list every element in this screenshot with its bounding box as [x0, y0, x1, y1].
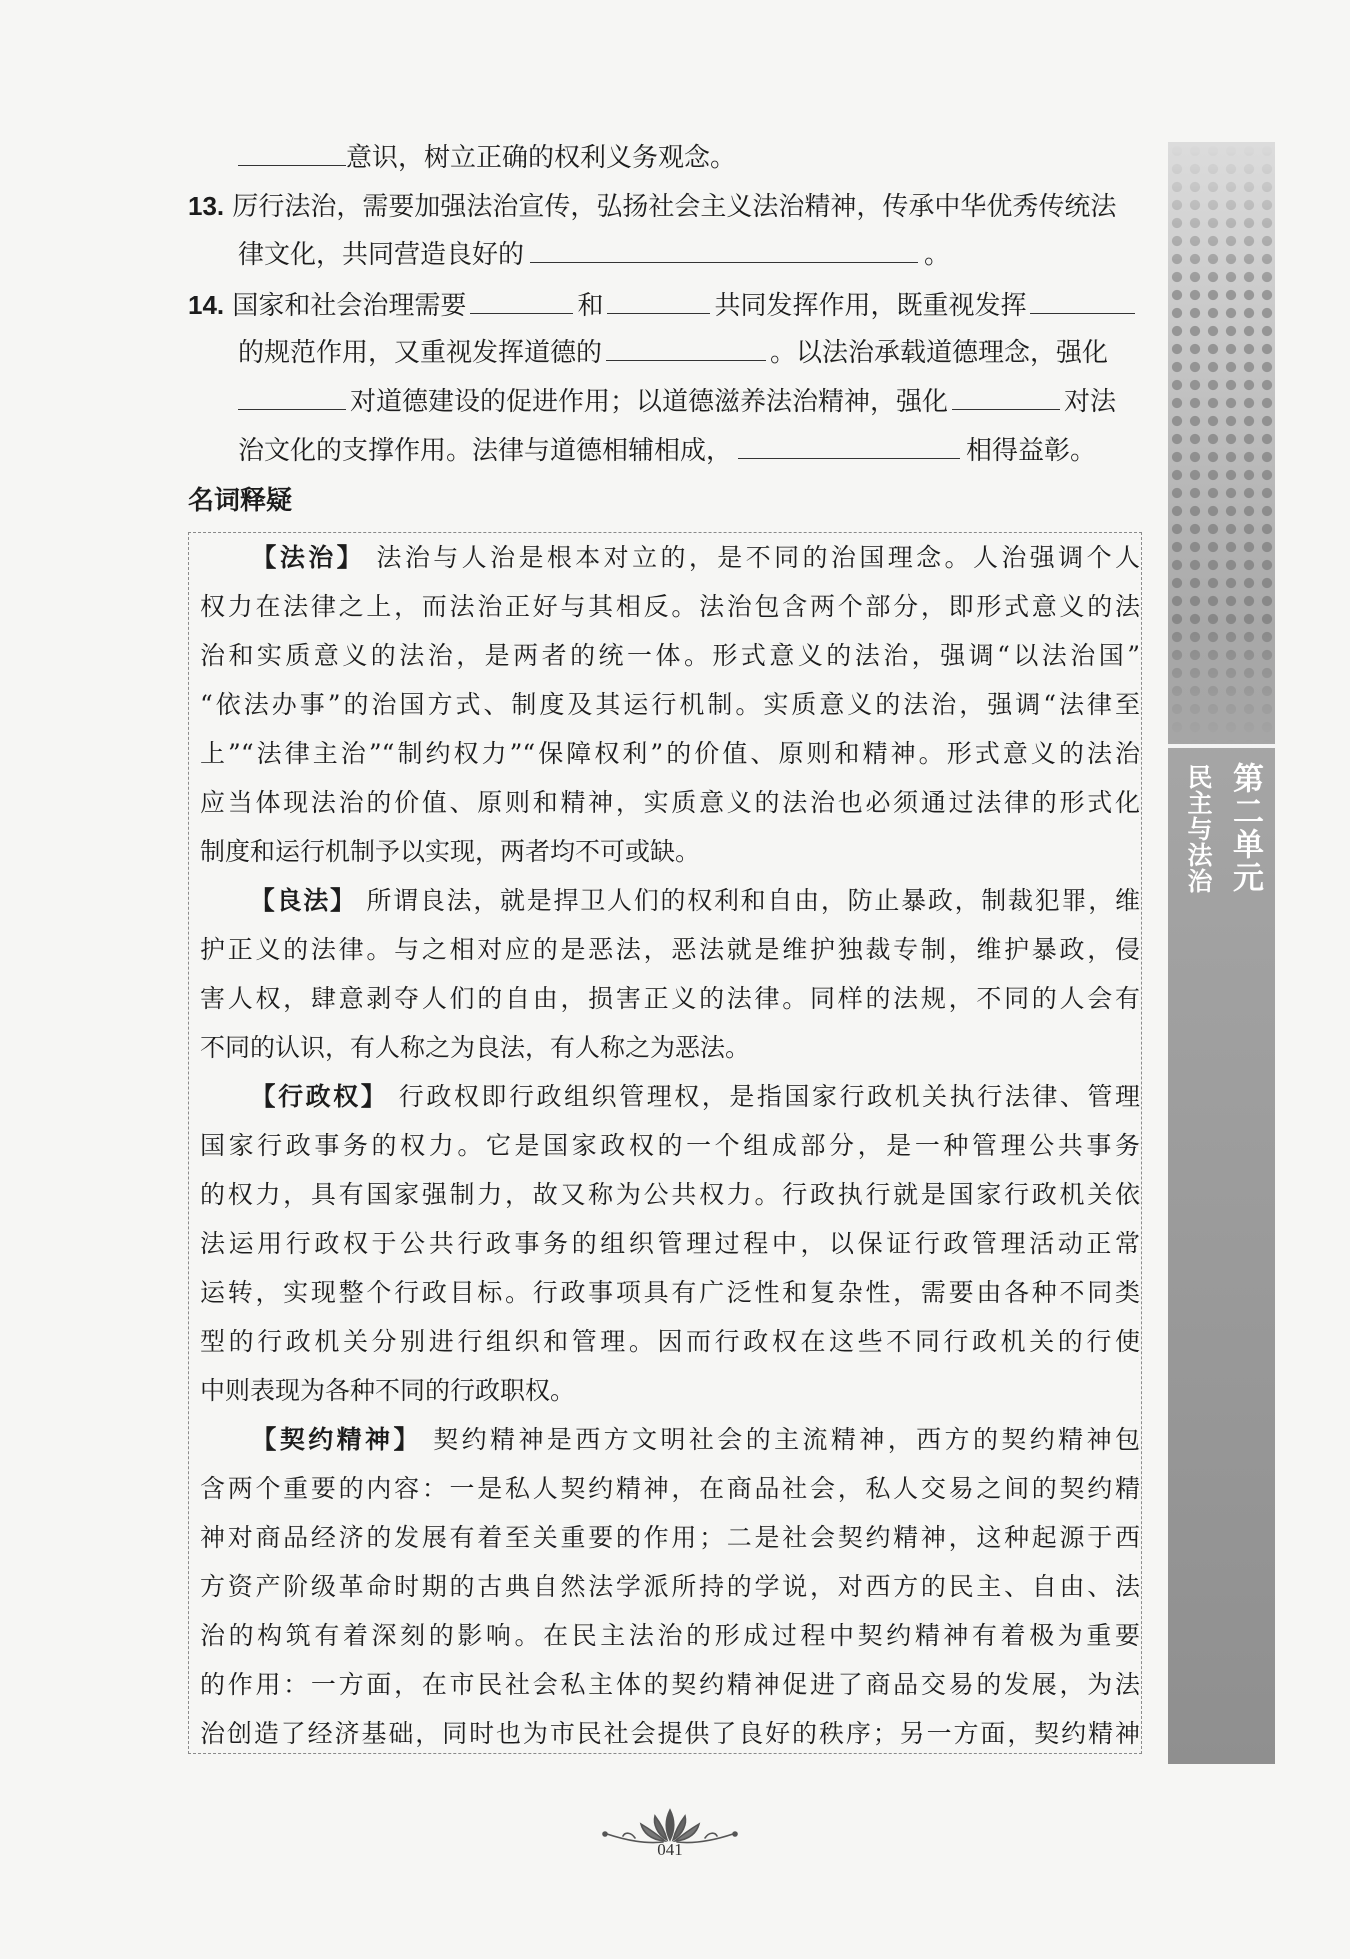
glossary-entry-qiyuejingshen	[200, 1423, 1140, 1457]
question-text: 共同发挥作用，既重视发挥	[714, 291, 1027, 321]
question-text: 相得益彰。	[966, 436, 1097, 466]
glossary-text: 权力在法律之上，而法治正好与其相反。法治包含两个部分，即形式意义的法	[200, 592, 1140, 621]
glossary-text: 制度和运行机制予以实现，两者均不可或缺。	[200, 837, 701, 866]
section-title: 名词释疑	[188, 486, 293, 516]
glossary-text: 所谓良法，就是捍卫人们的权利和自由，防止暴政，制裁犯罪，维	[366, 886, 1140, 915]
question-text: 国家和社会治理需要	[232, 291, 467, 321]
glossary-entry-fazhi	[200, 541, 1140, 575]
answer-blank	[606, 338, 766, 361]
glossary-term: 【行政权】	[248, 1082, 389, 1111]
question-text: 对法	[1064, 387, 1117, 417]
answer-blank	[1030, 291, 1135, 314]
glossary-entry-xingzhengquan	[200, 1080, 1140, 1114]
page-number: 041	[657, 1840, 683, 1859]
side-tab-divider	[1168, 744, 1275, 748]
glossary-text: 方资产阶级革命时期的古典自然法学派所持的学说，对西方的民主、自由、法	[200, 1572, 1140, 1601]
glossary-text: 运转，实现整个行政目标。行政事项具有广泛性和复杂性，需要由各种不同类	[200, 1278, 1140, 1307]
glossary-text: 上”“法律主治”“制约权力”“保障权利”的价值、原则和精神。形式意义的法治	[200, 739, 1140, 768]
glossary-text: 契约精神是西方文明社会的主流精神，西方的契约精神包	[433, 1425, 1140, 1454]
question-text: 意识，树立正确的权利义务观念。	[346, 143, 737, 173]
question-14-line-3	[238, 385, 1116, 419]
question-14-line-2	[238, 336, 1108, 370]
glossary-text: 神对商品经济的发展有着至关重要的作用；二是社会契约精神，这种起源于西	[200, 1523, 1140, 1552]
glossary-text: “依法办事”的治国方式、制度及其运行机制。实质意义的法治，强调“法律至	[200, 690, 1140, 719]
glossary-text: 型的行政机关分别进行组织和管理。因而行政权在这些不同行政机关的行使	[200, 1327, 1140, 1356]
question-text: 厉行法治，需要加强法治宣传，弘扬社会主义法治精神，传承中华优秀传统法	[232, 192, 1117, 222]
glossary-text: 治创造了经济基础，同时也为市民社会提供了良好的秩序；另一方面，契约精神	[200, 1719, 1140, 1748]
question-text: 治文化的支撑作用。法律与道德相辅相成，	[238, 436, 733, 466]
glossary-text: 的作用：一方面，在市民社会私主体的契约精神促进了商品交易的发展，为法	[200, 1670, 1140, 1699]
glossary-term: 【契约精神】	[248, 1425, 422, 1454]
glossary-text: 法治与人治是根本对立的，是不同的治国理念。人治强调个人	[376, 543, 1140, 572]
question-text: 和	[577, 291, 604, 321]
question-12-tail	[238, 141, 736, 175]
glossary-term: 【法治】	[248, 543, 366, 572]
question-13-line-1	[188, 189, 1116, 224]
question-number: 13.	[188, 191, 225, 221]
question-14-line-4	[238, 434, 1096, 468]
glossary-text: 应当体现法治的价值、原则和精神，实质意义的法治也必须通过法律的形式化	[200, 788, 1140, 817]
answer-blank	[530, 240, 918, 263]
dot-pattern-decoration	[1168, 142, 1275, 742]
glossary-text: 含两个重要的内容：一是私人契约精神，在商品社会，私人交易之间的契约精	[200, 1474, 1140, 1503]
glossary-text: 国家行政事务的权力。它是国家政权的一个组成部分，是一种管理公共事务	[200, 1131, 1140, 1160]
question-text: 。以法治承载道德理念，强化	[770, 338, 1109, 368]
question-text: 。	[924, 240, 951, 270]
question-text: 对道德建设的促进作用；以道德滋养法治精神，强化	[350, 387, 949, 417]
unit-side-tab	[1168, 142, 1275, 1764]
glossary-text: 害人权，肆意剥夺人们的自由，损害正义的法律。同样的法规，不同的人会有	[200, 984, 1140, 1013]
question-14-line-1	[188, 288, 1135, 323]
glossary-entry-liangfa	[200, 884, 1140, 918]
unit-label: 第二单元	[1227, 762, 1263, 894]
question-text: 的规范作用，又重视发挥道德的	[238, 338, 603, 368]
question-13-line-2	[238, 238, 950, 272]
answer-blank	[738, 436, 960, 459]
glossary-text: 治的构筑有着深刻的影响。在民主法治的形成过程中契约精神有着极为重要	[200, 1621, 1140, 1650]
question-text: 律文化，共同营造良好的	[238, 240, 525, 270]
answer-blank	[607, 291, 710, 314]
answer-blank	[470, 291, 573, 314]
glossary-text: 的权力，具有国家强制力，故又称为公共权力。行政执行就是国家行政机关依	[200, 1180, 1140, 1209]
glossary-text: 行政权即行政组织管理权，是指国家行政机关执行法律、管理	[398, 1082, 1140, 1111]
unit-title: 民主与法治	[1184, 764, 1213, 894]
glossary-text: 治和实质意义的法治，是两者的统一体。形式意义的法治，强调“以法治国”	[200, 641, 1140, 670]
glossary-text: 中则表现为各种不同的行政职权。	[200, 1376, 576, 1405]
answer-blank	[238, 387, 346, 410]
answer-blank	[238, 143, 346, 166]
question-number: 14.	[188, 290, 225, 320]
answer-blank	[952, 387, 1060, 410]
glossary-text: 护正义的法律。与之相对应的是恶法，恶法就是维护独裁专制，维护暴政，侵	[200, 935, 1140, 964]
glossary-term: 【良法】	[248, 886, 357, 915]
glossary-text: 法运用行政权于公共行政事务的组织管理过程中，以保证行政管理活动正常	[200, 1229, 1140, 1258]
glossary-text: 不同的认识，有人称之为良法，有人称之为恶法。	[200, 1033, 751, 1062]
